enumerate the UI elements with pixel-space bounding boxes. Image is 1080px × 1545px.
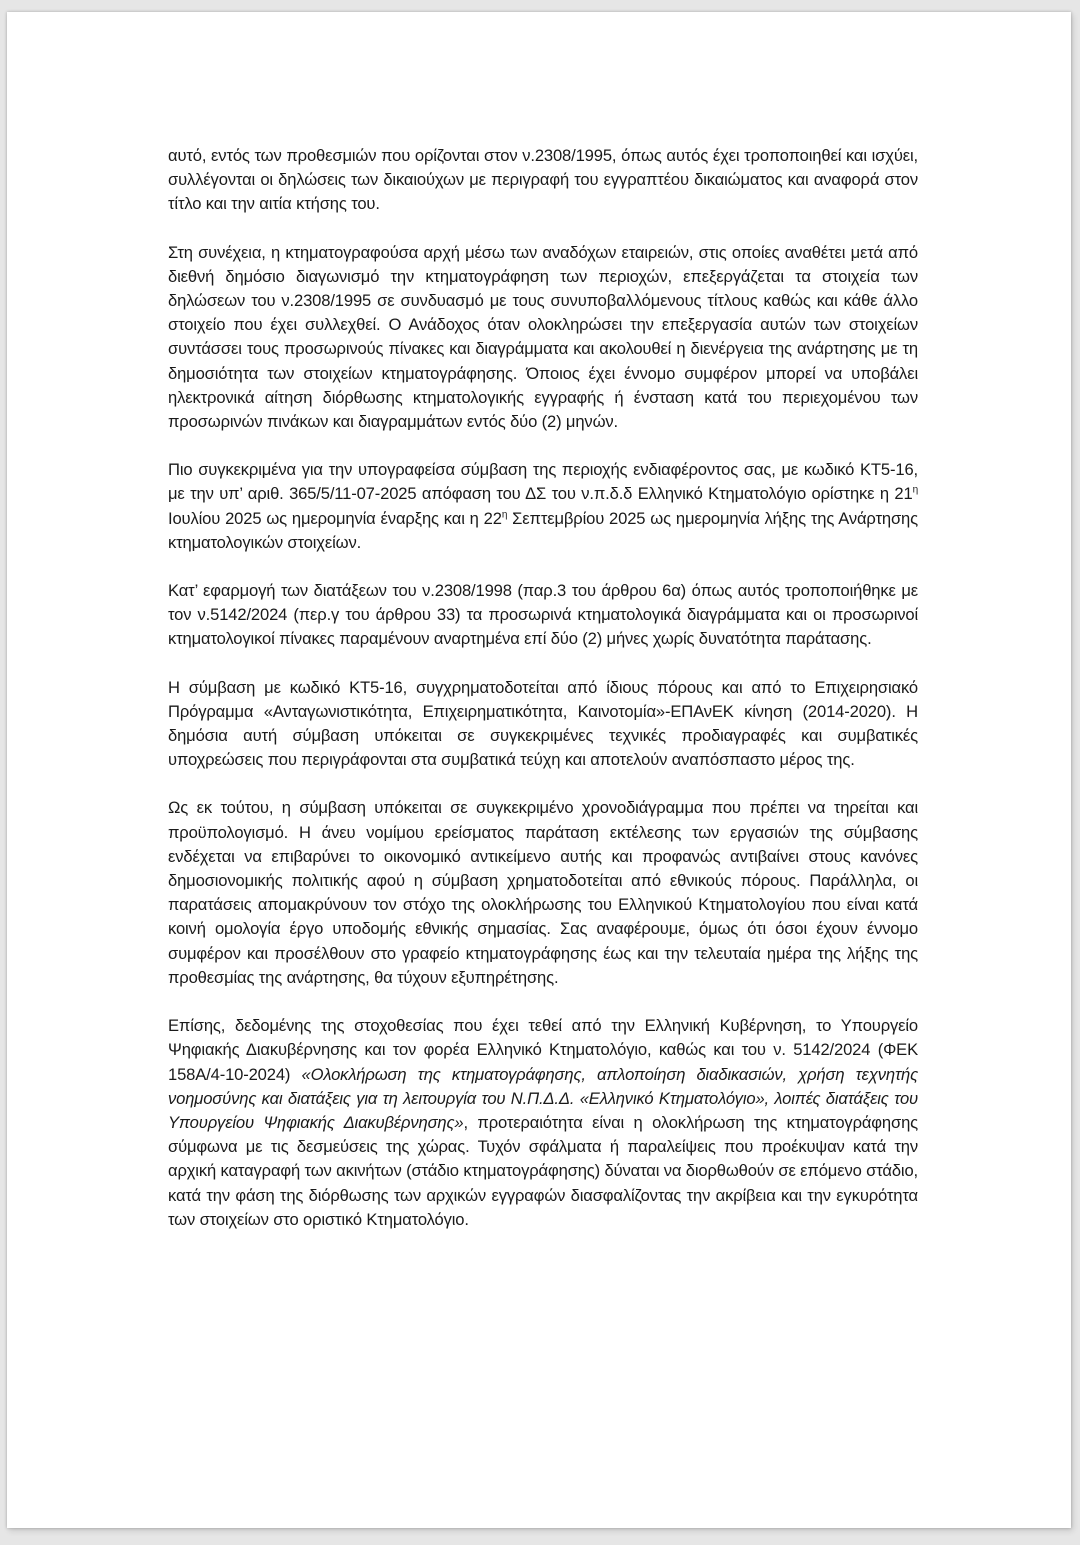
document-body	[168, 144, 918, 1256]
paragraph-priorities	[168, 1014, 918, 1232]
law-title-italic: «Ολοκλήρωση της κτηματογράφησης, απλοποίηση διαδικασιών, χρήση τεχνητής νοημοσύνης και διατάξεις για τη λειτουργία του Ν.Π.Δ.Δ. «Ελληνικό Κτηματολόγιο», λοιπές διατάξεις του Υπουργείου Ψηφιακής Διακυβέρνησης»	[168, 1064, 918, 1132]
paragraph-schedule: Ως εκ τούτου, η σύμβαση υπόκειται σε συγκεκριμένο χρονοδιάγραμμα που πρέπει να τηρείται και προϋπολογισμό. Η άνευ νομίμου ερείσματος παράταση εκτέλεσης των εργασιών της σύμβασης ενδέχεται να επιβαρύνει το οικονομικό αντικείμενο αυτής και προφανώς αντιβαίνει στους κανόνες δημοσιονομικής πολιτικής αφού η σύμβαση χρηματοδοτείται από εθνικούς πόρους. Παράλληλα, οι παρατάσεις απομακρύνουν τον στόχο της ολοκλήρωσης του Ελληνικού Κτηματολογίου που είναι κατά κοινή ομολογία έργο υποδομής εθνικής σημασίας. Σας αναφέρουμε, όμως ότι όσοι έχουν έννομο συμφέρον και προσέλθουν στο γραφείο κτηματογράφησης έως και την τελευταία ημέρα της λήξης της προθεσμίας της ανάρτησης, θα τύχουν εξυπηρέτησης.	[168, 798, 918, 987]
document-page	[7, 12, 1071, 1528]
text-segment: Ιουλίου 2025 ως ημερομηνία έναρξης και η 22	[168, 508, 502, 528]
paragraph-legal-provisions: Κατ’ εφαρμογή των διατάξεων του ν.2308/1998 (παρ.3 του άρθρου 6α) όπως αυτός τροποποιήθηκε με τον ν.5142/2024 (περ.γ του άρθρου 33) τα προσωρινά κτηματολογικά διαγράμματα και οι προσωρινοί κτηματολογικοί πίνακες παραμένουν αναρτημένα επί δύο (2) μήνες χωρίς δυνατότητα παράτασης.	[168, 581, 918, 649]
text-segment: , προτεραιότητα είναι η ολοκλήρωση της κτηματογράφησης σύμφωνα με τις δεσμεύσεις της χώρας. Τυχόν σφάλματα ή παραλείψεις που προέκυψαν κατά την αρχική καταγραφή των ακινήτων (στάδιο κτηματογράφησης) δύναται να διορθωθούν σε επόμενο στάδιο, κατά την φάση της διόρθωσης των αρχικών εγγραφών διασφαλίζοντας την ακρίβεια και την εγκυρότητα των στοιχείων στο οριστικό Κτηματολόγιο.	[168, 1112, 919, 1229]
paragraph-declarations: αυτό, εντός των προθεσμιών που ορίζονται στον ν.2308/1995, όπως αυτός έχει τροποποιηθεί και ισχύει, συλλέγονται οι δηλώσεις των δικαιούχων με περιγραφή του εγγραπτέου δικαιώματος και αναφορά στον τίτλο και την αιτία κτήσης του.	[168, 146, 918, 214]
text-segment: Σεπτεμβρίου 2025 ως ημερομηνία λήξης της Ανάρτησης κτηματολογικών στοιχείων.	[168, 508, 918, 552]
ordinal-superscript: η	[501, 509, 508, 521]
text-segment: Πιο συγκεκριμένα για την υπογραφείσα σύμβαση της περιοχής ενδιαφέροντος σας, με κωδικό ΚΤ5-16, με την υπ’ αριθ. 365/5/11-07-2025 απόφαση του ΔΣ του ν.π.δ.δ Ελληνικό Κτηματολόγιο ορίστηκε η 21	[168, 460, 918, 504]
paragraph-processing: Στη συνέχεια, η κτηματογραφούσα αρχή μέσω των αναδόχων εταιρειών, στις οποίες αναθέτει μετά από διεθνή δημόσιο διαγωνισμό την κτηματογράφηση των περιοχών, επεξεργάζεται τα στοιχεία των δηλώσεων του ν.2308/1995 σε συνδυασμό με τους συνυποβαλλόμενους τίτλους καθώς και κάθε άλλο στοιχείο που έχει συλλεχθεί. Ο Ανάδοχος όταν ολοκληρώσει την επεξεργασία αυτών των στοιχείων συντάσσει τους προσωρινούς πίνακες και διαγράμματα και ακολουθεί η διενέργεια της ανάρτησης με τη δημοσιότητα των στοιχείων κτηματογράφησης. Όποιος έχει έννομο συμφέρον μπορεί να υποβάλει ηλεκτρονικά αίτηση διόρθωσης κτηματολογικής εγγραφής ή ένσταση κατά του περιεχομένου των προσωρινών πινάκων και διαγραμμάτων εντός δύο (2) μηνών.	[168, 242, 918, 432]
ordinal-superscript: η	[912, 484, 918, 496]
paragraph-funding: Η σύμβαση με κωδικό ΚΤ5-16, συγχρηματοδοτείται από ίδιους πόρους και από το Επιχειρησιακό Πρόγραμμα «Ανταγωνιστικότητα, Επιχειρηματικότητα, Καινοτομία»-ΕΠΑνΕΚ κίνηση (2014-2020). Η δημόσια αυτή σύμβαση υπόκειται σε συγκεκριμένες τεχνικές προδιαγραφές και συμβατικές υποχρεώσεις που περιγράφονται στα συμβατικά τεύχη και αποτελούν αναπόσπαστο μέρος της.	[168, 677, 918, 770]
text-segment: Επίσης, δεδομένης της στοχοθεσίας που έχει τεθεί από την Ελληνική Κυβέρνηση, το Υπουργείο Ψηφιακής Διακυβέρνησης και τον φορέα Ελληνικό Κτηματολόγιο, καθώς και του ν. 5142/2024 (ΦΕΚ 158Α/4-10-2024)	[168, 1016, 918, 1084]
paragraph-contract-dates	[168, 458, 918, 555]
